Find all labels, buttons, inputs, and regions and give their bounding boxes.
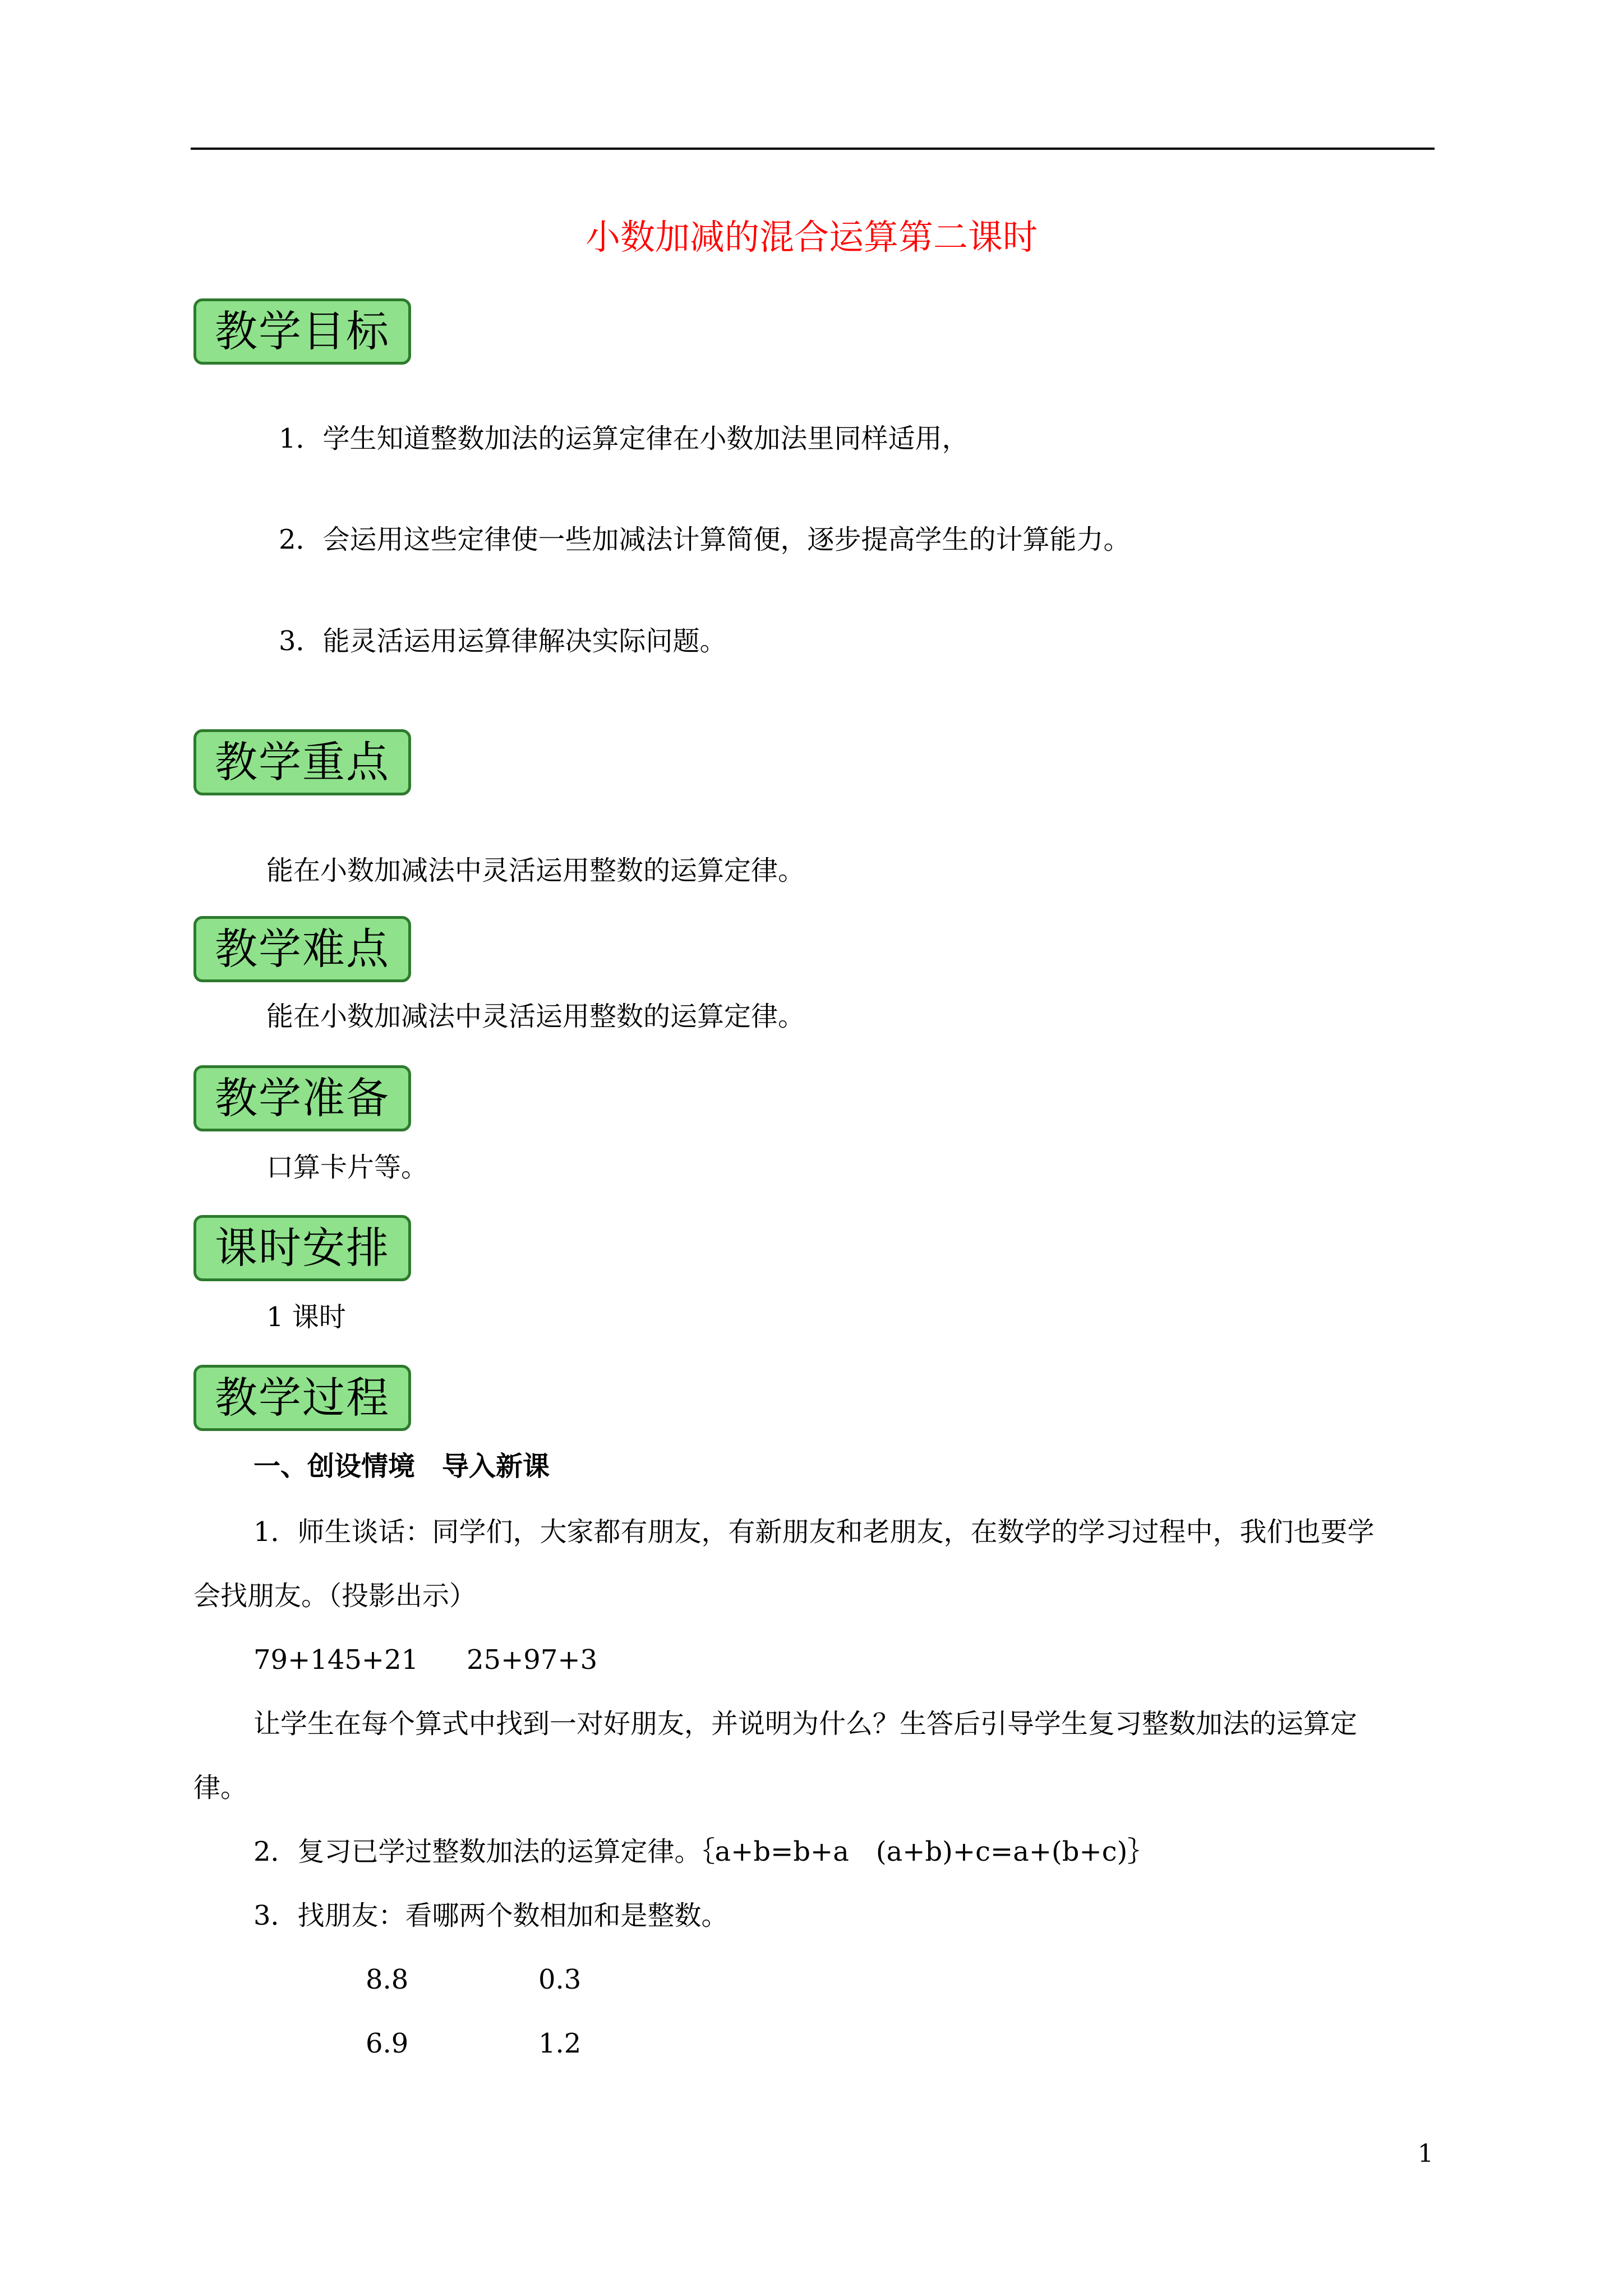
header-rule — [191, 148, 1435, 150]
number-6-9: 6.9 — [366, 2028, 409, 2059]
objective-item-2: 2．会运用这些定律使一些加减法计算简便，逐步提高学生的计算能力。 — [279, 524, 1131, 555]
process-subheading: 一、创设情境 导入新课 — [253, 1451, 550, 1482]
schedule-text: 1 课时 — [266, 1301, 346, 1333]
process-paragraph-3: 2．复习已学过整数加法的运算定律。｛a+b=b+a (a+b)+c=a+(b+c)｝ — [253, 1836, 1155, 1867]
objective-item-3: 3．能灵活运用运算律解决实际问题。 — [279, 625, 727, 657]
process-paragraph-1-line-1: 1．师生谈话：同学们，大家都有朋友，有新朋友和老朋友，在数学的学习过程中，我们也要学 — [253, 1516, 1375, 1548]
objective-item-1: 1．学生知道整数加法的运算定律在小数加法里同样适用， — [279, 423, 969, 454]
process-paragraph-4: 3．找朋友：看哪两个数相加和是整数。 — [253, 1900, 728, 1931]
heading-process: 教学过程 — [193, 1365, 411, 1431]
number-0-3: 0.3 — [538, 1964, 582, 1995]
heading-preparation: 教学准备 — [193, 1065, 411, 1131]
heading-schedule: 课时安排 — [193, 1215, 411, 1281]
heading-key-points: 教学重点 — [193, 729, 411, 795]
page-number: 1 — [1418, 2139, 1433, 2168]
process-paragraph-1-line-2: 会找朋友。（投影出示） — [193, 1580, 477, 1612]
number-1-2: 1.2 — [538, 2028, 582, 2059]
key-points-text: 能在小数加减法中灵活运用整数的运算定律。 — [266, 855, 805, 886]
heading-objectives: 教学目标 — [193, 298, 411, 365]
difficulties-text: 能在小数加减法中灵活运用整数的运算定律。 — [266, 1001, 805, 1032]
heading-difficulties: 教学难点 — [193, 916, 411, 982]
number-8-8: 8.8 — [366, 1964, 409, 1995]
preparation-text: 口算卡片等。 — [266, 1152, 428, 1183]
expression-2: 25+97+3 — [467, 1644, 598, 1676]
expression-1: 79+145+21 — [253, 1644, 419, 1676]
process-paragraph-2-line-1: 让学生在每个算式中找到一对好朋友，并说明为什么？生答后引导学生复习整数加法的运算定 — [253, 1708, 1358, 1740]
document-title: 小数加减的混合运算第二课时 — [585, 217, 1038, 257]
process-paragraph-2-line-2: 律。 — [193, 1772, 248, 1803]
